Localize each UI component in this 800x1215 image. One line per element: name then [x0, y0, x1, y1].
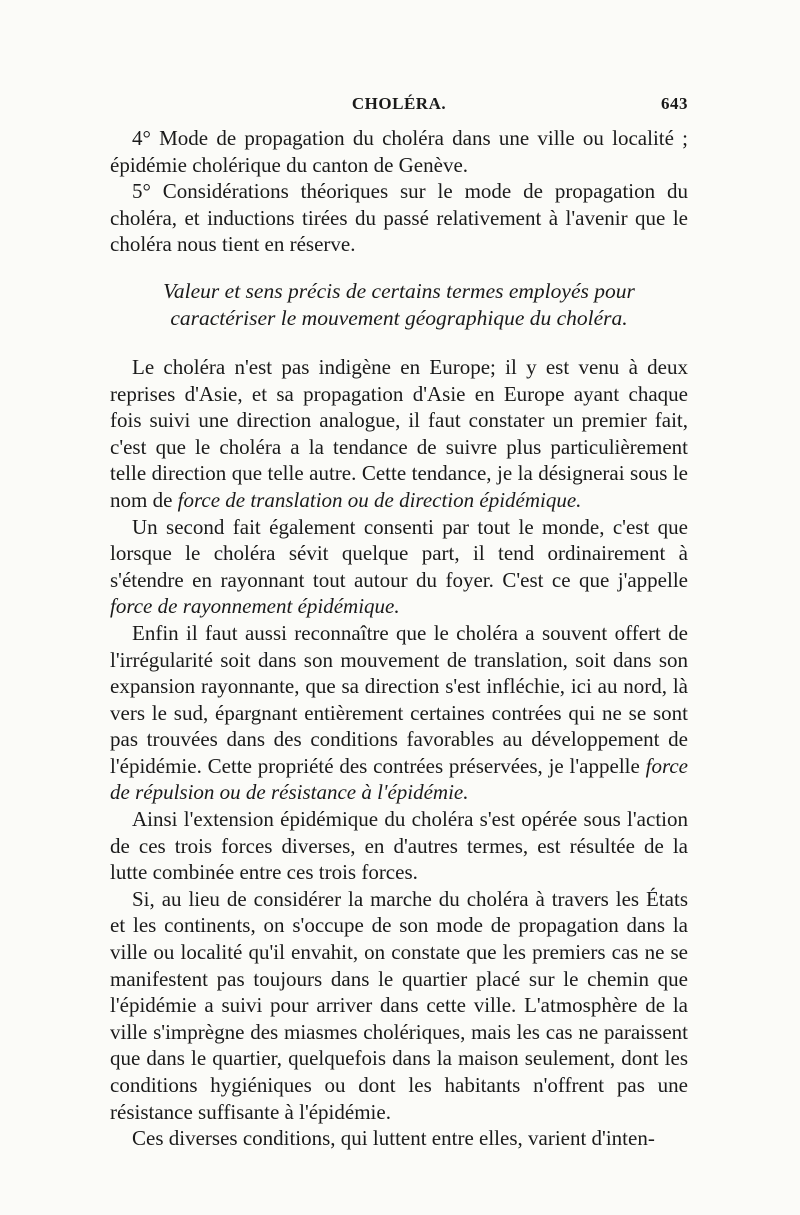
page-number: 643	[661, 94, 688, 113]
paragraph	[110, 354, 688, 514]
paragraph	[110, 514, 688, 620]
paragraph: Ces diverses conditions, qui luttent entre elles, varient d'inten-	[132, 1126, 655, 1151]
list-item: 5° Considérations théoriques sur le mode de propagation du choléra, et inductions tirées du passé relativement à l'avenir que le choléra nous tient en réserve.	[110, 179, 688, 257]
paragraph-text: Enfin il faut aussi reconnaître que le choléra a souvent offert de l'irrégularité soit dans son mouvement de translation, soit dans son expansion rayonnante, que sa direction s'est infléchie, ici au nord, là vers le sud, épargnant entièrement certaines contrées qui ne se sont pas trouvées dans des conditions favorables au développement de l'épidémie. Cette propriété des contrées préservées, je l'appelle	[110, 620, 688, 778]
paragraph	[110, 620, 688, 806]
paragraph: Ainsi l'extension épidémique du choléra s'est opérée sous l'action de ces trois forces diverses, en d'autres termes, est résultée de la lutte combinée entre ces trois forces.	[110, 807, 688, 885]
paragraph-text: Le choléra n'est pas indigène en Europe; il y est venu à deux reprises d'Asie, et sa propagation d'Asie en Europe ayant chaque fois suivi une direction analogue, il faut constater un premier fait, c'est que le choléra a la tendance de suivre plus particulièrement telle direction que telle autre. Cette tendance, je la désignerai sous le nom de	[110, 354, 688, 512]
paragraph: Si, au lieu de considérer la marche du choléra à travers les États et les continents, on s'occupe de son mode de propagation dans la ville ou localité qu'il envahit, on constate que les premiers cas ne se manifestent pas toujours dans le quartier placé sur le chemin que l'épidémie a suivi pour arriver dans cette ville. L'atmosphère de la ville s'imprègne des miasmes cholériques, mais les cas ne paraissent que dans le quartier, quelquefois dans la maison seulement, dont les conditions hygiéniques ou dont les habitants n'offrent pas une résistance suffisante à l'épidémie.	[110, 886, 688, 1124]
page-header	[110, 94, 688, 118]
list-item: 4° Mode de propagation du choléra dans une ville ou localité ; épidémie cholérique du canton de Genève.	[110, 126, 688, 177]
defined-term: force de rayonnement épidémique.	[110, 594, 400, 619]
defined-term: force de répulsion ou de résistance à l'épidémie.	[110, 753, 688, 805]
running-title: CHOLÉRA.	[351, 94, 447, 113]
paragraph-text: Un second fait également consenti par tout le monde, c'est que lorsque le choléra sévit quelque part, il tend ordinairement à s'étendre en rayonnant tout autour du foyer. C'est ce que j'appelle	[110, 514, 688, 592]
defined-term: force de translation ou de direction épidémique.	[177, 487, 582, 512]
section-heading: Valeur et sens précis de certains termes employés pour caractériser le mouvement géographique du choléra.	[163, 278, 635, 330]
body-text	[110, 125, 688, 1152]
